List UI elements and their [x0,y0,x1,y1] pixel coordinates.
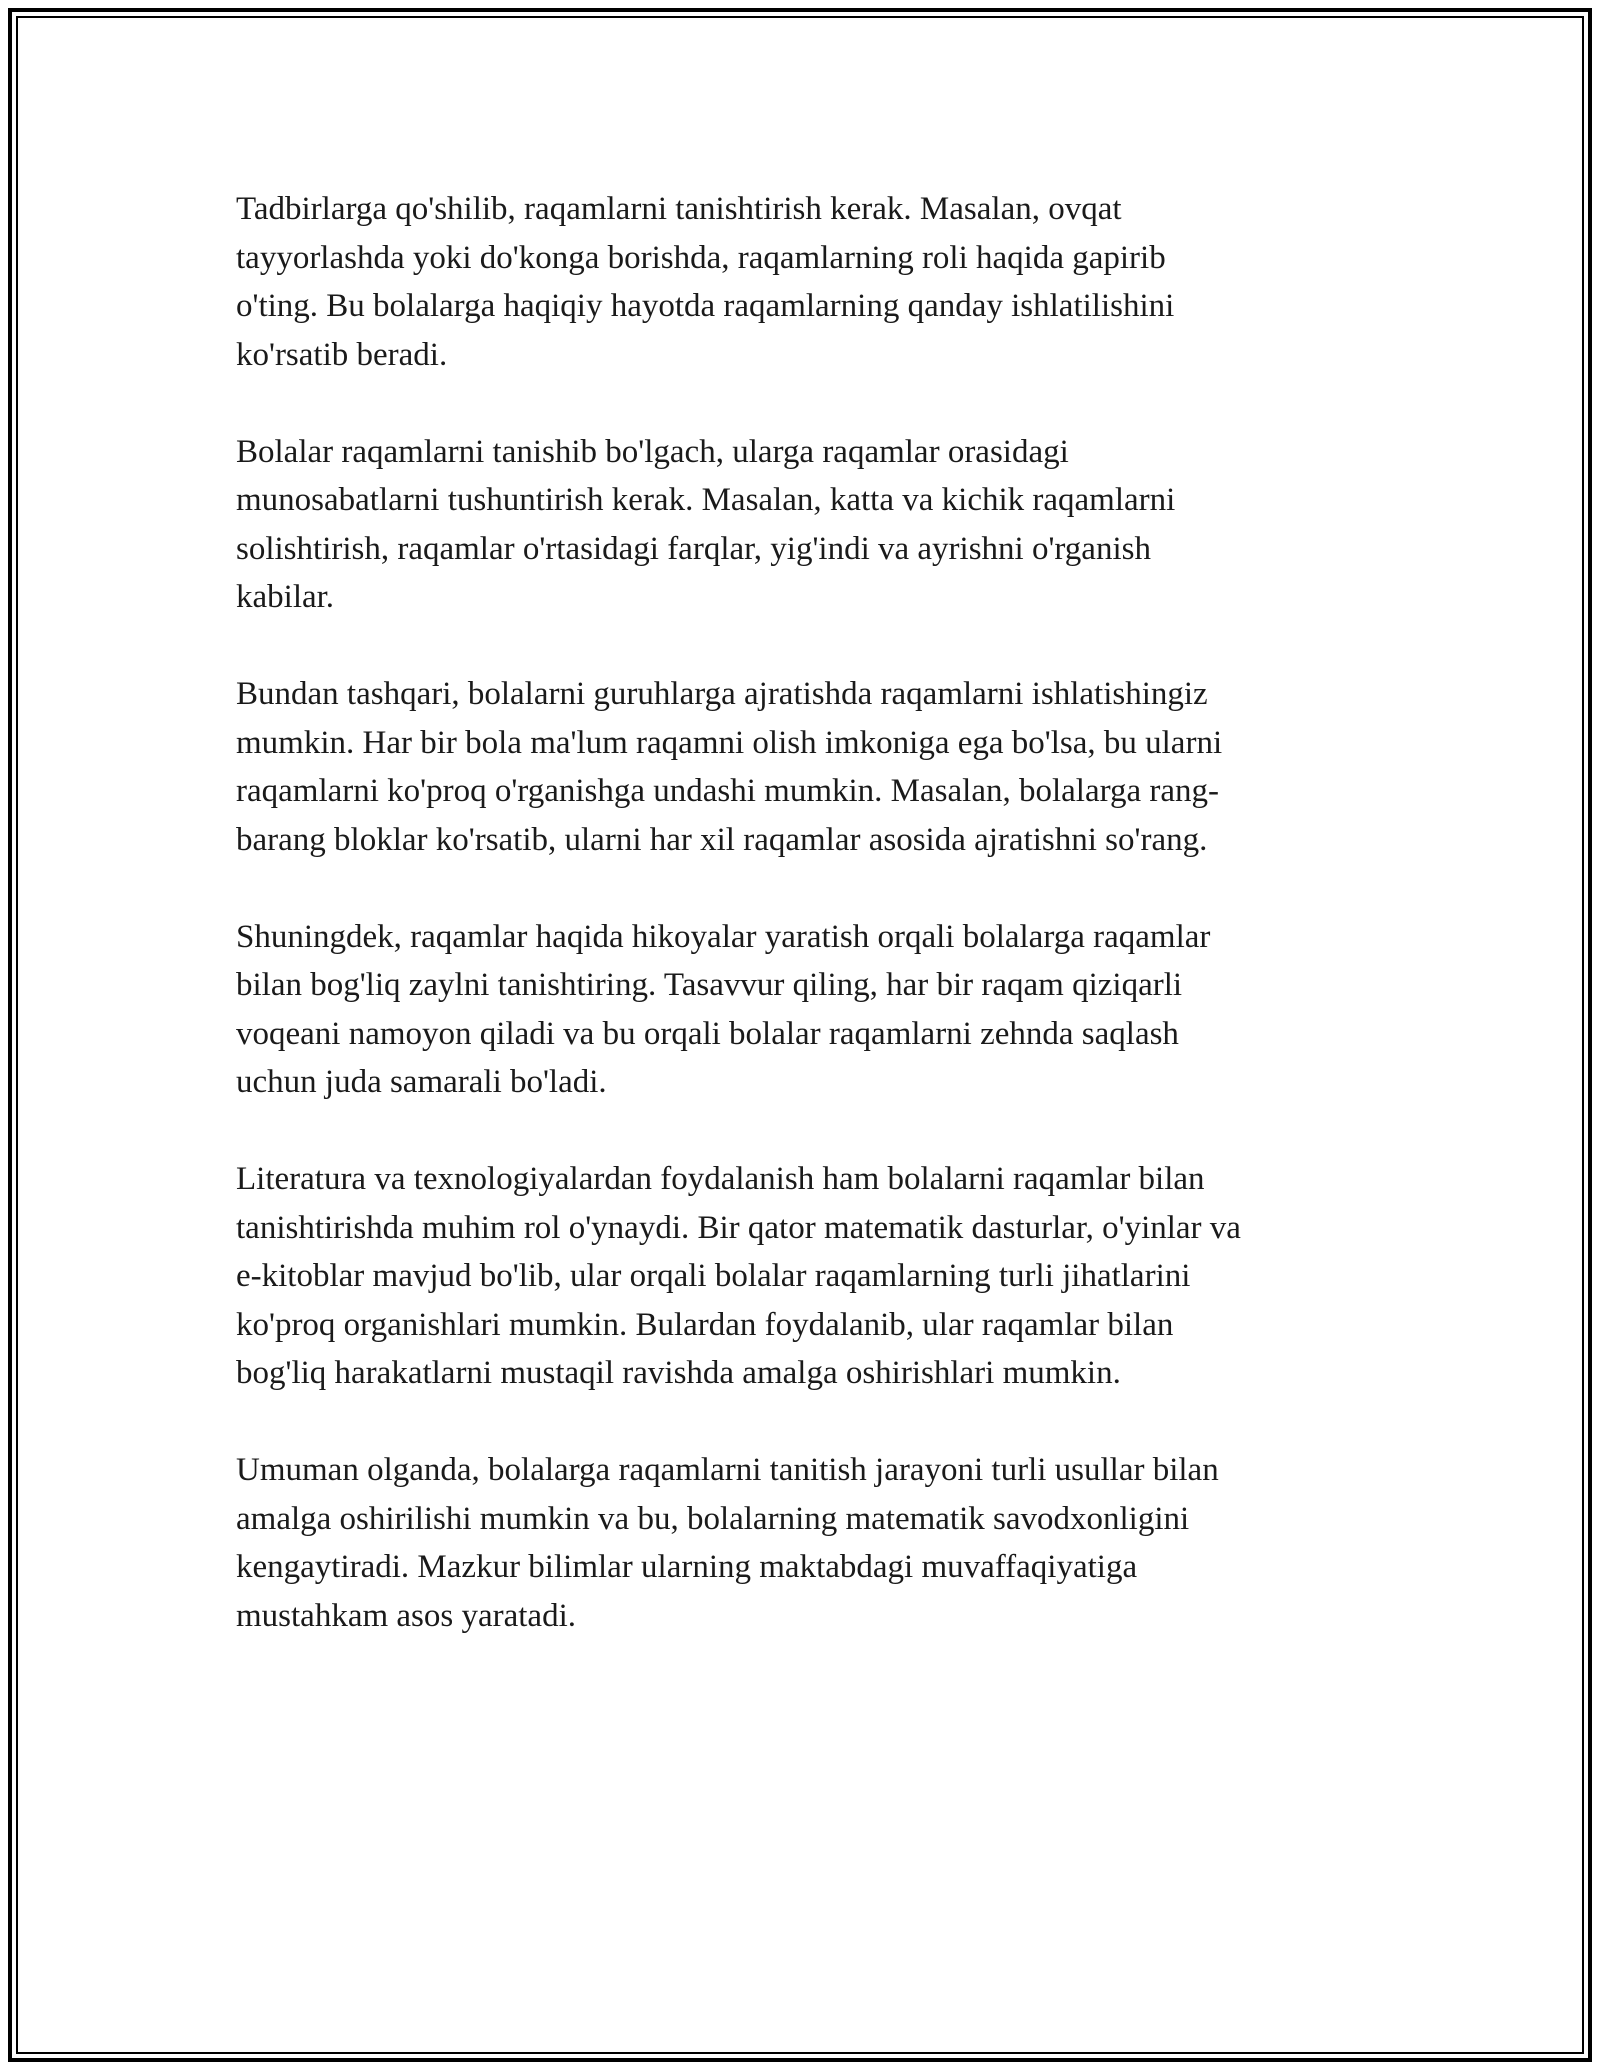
paragraph-1: Tadbirlarga qo'shilib, raqamlarni tanishtirish kerak. Masalan, ovqat tayyorlashda yoki do'konga borishda, raqamlarning roli haqida gapirib o'ting. Bu bolalarga haqiqiy hayotda raqamlarning qanday ishlatilishini ko'rsatib beradi. [236,191,1175,373]
paragraph-6: Umuman olganda, bolalarga raqamlarni tanitish jarayoni turli usullar bilan amalga oshirilishi mumkin va bu, bolalarning matematik savodxonligini kengaytiradi. Mazkur bilimlar ularning maktabdagi muvaffaqiyatiga mustahkam asos yaratadi. [236,1452,1219,1634]
paragraph-2: Bolalar raqamlarni tanishib bo'lgach, ularga raqamlar orasidagi munosabatlarni tushuntirish kerak. Masalan, katta va kichik raqamlarni solishtirish, raqamlar o'rtasidagi farqlar, yig'indi va ayrishni o'rganish kabilar. [236,433,1176,615]
paragraph-4: Shuningdek, raqamlar haqida hikoyalar yaratish orqali bolalarga raqamlar bilan bog'liq zaylni tanishtiring. Tasavvur qiling, har bir raqam qiziqarli voqeani namoyon qiladi va bu orqali bolalar raqamlarni zehnda saqlash uchun juda samarali bo'ladi. [236,918,1211,1100]
paragraph-5: Literatura va texnologiyalardan foydalanish ham bolalarni raqamlar bilan tanishtirishda muhim rol o'ynaydi. Bir qator matematik dasturlar, o'yinlar va e-kitoblar mavjud bo'lib, ular orqali bolalar raqamlarning turli jihatlarini ko'proq organishlari mumkin. Bulardan foydalanib, ular raqamlar bilan bog'liq harakatlarni mustaqil ravishda amalga oshirishlari mumkin. [236,1161,1241,1391]
document-body [236,185,1366,1689]
paragraph-3: Bundan tashqari, bolalarni guruhlarga ajratishda raqamlarni ishlatishingiz mumkin. Har bir bola ma'lum raqamni olish imkoniga ega bo'lsa, bu ularni raqamlarni ko'proq o'rganishga undashi mumkin. Masalan, bolalarga rang- barang bloklar ko'rsatib, ularni har xil raqamlar asosida ajratishni so'rang. [236,676,1223,858]
